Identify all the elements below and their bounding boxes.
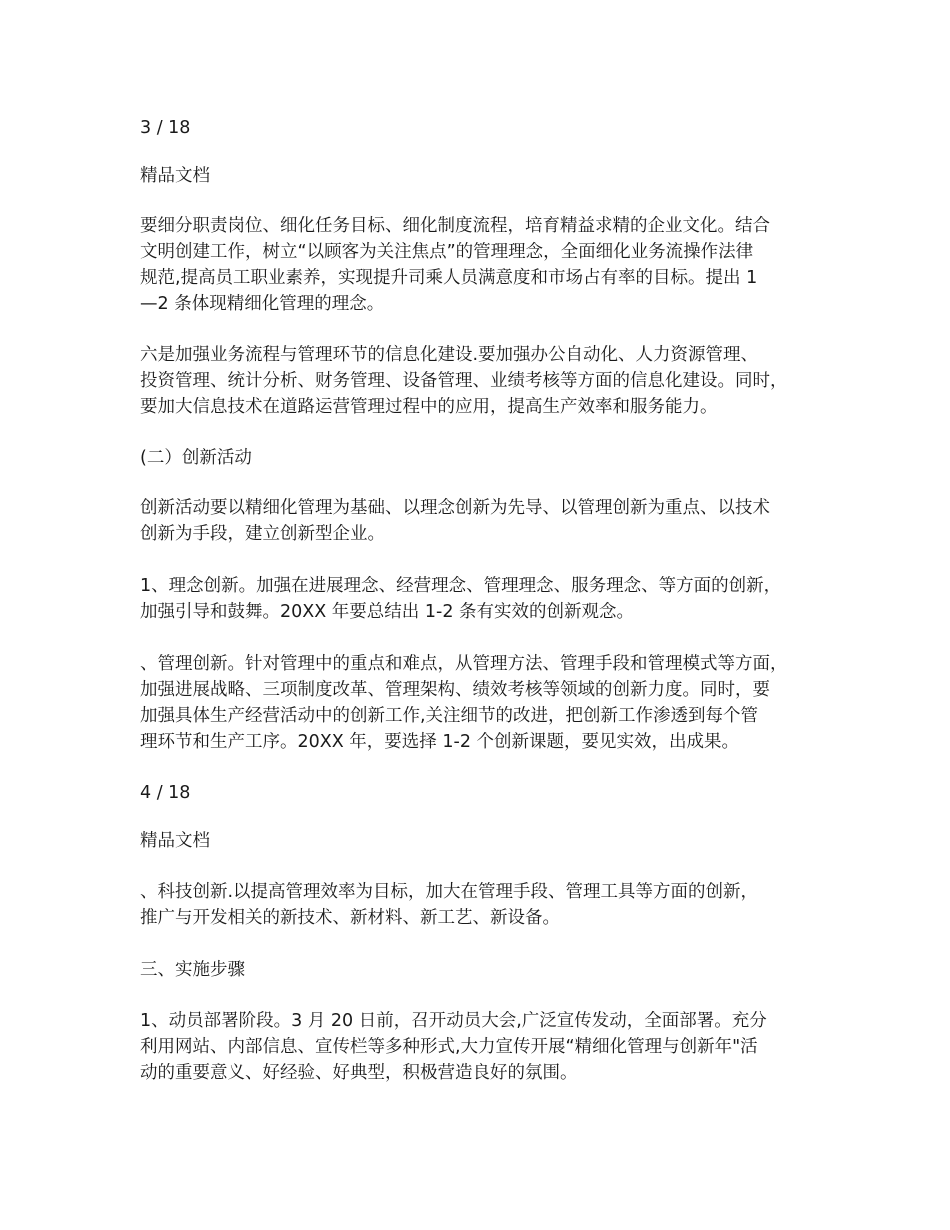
text-line: 创新活动要以精细化管理为基础、以理念创新为先导、以管理创新为重点、以技术 [140, 498, 770, 518]
text-line: 三、实施步骤 [140, 960, 245, 980]
text-line: 六是加强业务流程与管理环节的信息化建设.要加强办公自动化、人力资源管理、 [140, 345, 759, 365]
paragraph [140, 879, 758, 931]
page-number: 3 / 18 [140, 118, 191, 138]
text-line: 要细分职责岗位、细化任务目标、细化制度流程，培育精益求精的企业文化。结合 [140, 216, 770, 236]
text-line: 1、理念创新。加强在进展理念、经营理念、管理理念、服务理念、等方面的创新， [140, 576, 782, 596]
paragraph [140, 573, 781, 625]
section-heading [140, 957, 245, 983]
paragraph [140, 1008, 767, 1086]
text-line: 投资管理、统计分析、财务管理、设备管理、业绩考核等方面的信息化建设。同时， [140, 371, 788, 391]
text-line: 动的重要意义、好经验、好典型，积极营造良好的氛围。 [140, 1063, 578, 1083]
text-line: 加强进展战略、三项制度改革、管理架构、绩效考核等领域的创新力度。同时，要 [140, 680, 770, 700]
text-line: 理环节和生产工序。20XX 年，要选择 1-2 个创新课题，要见实效，出成果。 [140, 732, 740, 752]
text-line: 文明创建工作，树立“以顾客为关注焦点”的管理理念，全面细化业务流操作法律 [140, 242, 754, 262]
text-line: 加强具体生产经营活动中的创新工作,关注细节的改进，把创新工作渗透到每个管 [140, 706, 759, 726]
page-number: 4 / 18 [140, 783, 191, 803]
text-line: 1、动员部署阶段。3 月 20 日前，召开动员大会,广泛宣传发动，全面部署。充分 [140, 1011, 767, 1031]
page-header: 精品文档 [140, 831, 210, 851]
text-line: 、管理创新。针对管理中的重点和难点，从管理方法、管理手段和管理模式等方面， [140, 654, 788, 674]
text-line: 要加大信息技术在道路运营管理过程中的应用，提高生产效率和服务能力。 [140, 397, 718, 417]
text-line: —2 条体现精细化管理的理念。 [140, 294, 385, 314]
page-header: 精品文档 [140, 166, 210, 186]
text-line: 、科技创新.以提高管理效率为目标，加大在管理手段、管理工具等方面的创新， [140, 882, 759, 902]
paragraph [140, 495, 770, 547]
paragraph [140, 651, 788, 755]
paragraph [140, 213, 770, 317]
section-heading [140, 445, 252, 471]
text-line: 利用网站、内部信息、宣传栏等多种形式,大力宣传开展“精细化管理与创新年"活 [140, 1037, 758, 1057]
text-line: 推广与开发相关的新技术、新材料、新工艺、新设备。 [140, 908, 560, 928]
text-line: 创新为手段，建立创新型企业。 [140, 524, 385, 544]
text-line: 规范,提高员工职业素养，实现提升司乘人员满意度和市场占有率的目标。提出 1 [140, 268, 758, 288]
text-line: 加强引导和鼓舞。20XX 年要总结出 1-2 条有实效的创新观念。 [140, 602, 635, 622]
text-line: (二）创新活动 [140, 448, 252, 468]
paragraph [140, 342, 788, 420]
